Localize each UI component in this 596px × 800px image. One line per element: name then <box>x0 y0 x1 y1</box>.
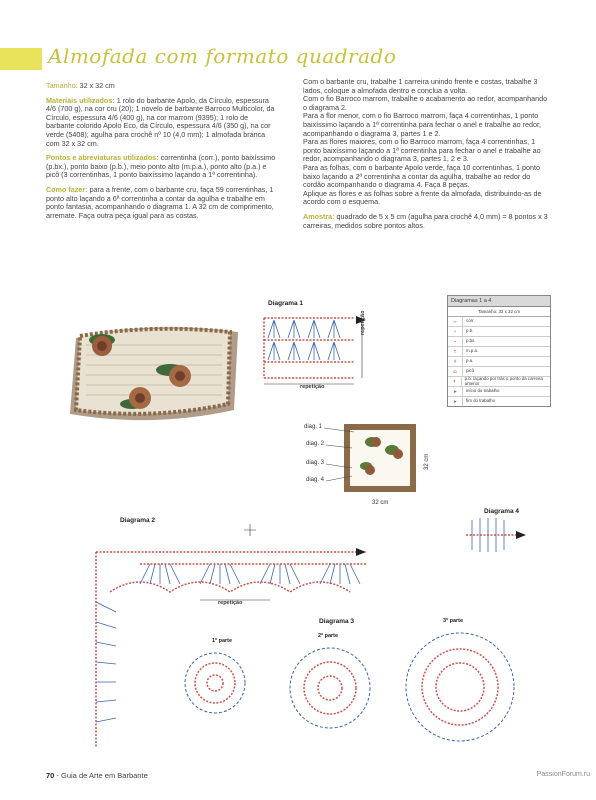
left-text-column <box>46 82 278 226</box>
finishing-text: Com o fio Barroco marrom, trabalhe o acabamento ao redor, acompanhando o diagrama 2. <box>303 94 548 112</box>
diagram3-part2-label: 2ª parte <box>318 633 339 639</box>
large-flower-text: Para as flores maiores, com o fio Barroco marrom, faça 4 correntinhas, 1 ponto baixíssimo laçando a 1ª correntinha para fechar o anel e trabalhe ao redor, acompanhando o diagrama 3, partes 1, 2 e 3. <box>303 137 541 164</box>
legend-symbol: ǂ <box>448 377 462 386</box>
howto-label: Como fazer: <box>46 184 88 194</box>
legend-symbol: ➤ <box>448 387 463 396</box>
legend-symbol: ǂ <box>448 357 463 366</box>
legend-row <box>448 347 550 357</box>
scheme-pointer-lines <box>296 420 356 486</box>
legend-symbol: • <box>448 337 463 346</box>
legend-symbol: T <box>448 347 463 356</box>
diagram2-repeat: repetição <box>218 600 243 606</box>
diagram3-title: Diagrama 3 <box>319 618 355 625</box>
diagram1-repeat-vertical: repetição <box>360 310 366 335</box>
legend-text: m.p.a. <box>466 348 479 354</box>
legend-text: p.b. <box>466 328 474 334</box>
stitches-label: Pontos e abreviaturas utilizados: <box>46 153 159 163</box>
right-text-column <box>303 78 553 236</box>
diagram3-part1-chart <box>180 648 250 718</box>
legend-text: p.b. laçando por trás o ponto da carreira anterior <box>464 375 543 386</box>
page-title: Almofada com formato quadrado <box>48 44 397 68</box>
legend-title: Diagramas 1 a 4 <box>448 296 550 307</box>
legend-row <box>448 397 550 406</box>
materials-label: Materiais utilizados: <box>46 95 115 105</box>
sample-paragraph <box>303 213 553 230</box>
legend-text: p.a. <box>466 358 474 364</box>
legend-text: fim do trabalho <box>466 398 496 404</box>
apply-text: Aplique as flores e as folhas sobre a frente da almofada, distribuindo-as de acordo com o esquema. <box>303 188 542 207</box>
diagram4-chart <box>460 514 530 556</box>
legend-row <box>448 377 550 387</box>
legend-rows <box>448 317 550 406</box>
pillow-photo <box>62 318 244 433</box>
stitches-text: correntinha (corr.), ponto baixíssimo (p.bx.), ponto baixo (p.b.), meio ponto alto (m.p.a.), ponto alto (p.a.) e picô (3 correntinhas, 1 ponto baixíssimo laçando a 1ª correntinha). <box>46 153 276 180</box>
page-number: 70 <box>46 771 55 780</box>
diagram1-repeat-horizontal: repetição <box>300 384 325 390</box>
legend-text: p.bx. <box>466 338 476 344</box>
legend-text: picô <box>466 368 475 374</box>
scheme-width-label: 32 cm <box>372 500 389 506</box>
legend-table <box>447 295 551 407</box>
leaves-text: Para as folhas, com o barbante Apolo verde, faça 10 correntinhas, 1 ponto baixo laçando a 2ª correntinha a contar da agulha, trabalhe ao redor do cordão acompanhando o diagrama 4. Faça 8 peças. <box>303 162 540 190</box>
legend-row <box>448 387 550 397</box>
legend-symbol: + <box>448 327 463 336</box>
scheme-diag2-label: diag. 2 <box>306 441 325 447</box>
legend-text: corr. <box>466 318 475 324</box>
diagram3-part3-label: 3ª parte <box>443 618 464 624</box>
legend-row <box>448 357 550 367</box>
legend-text: início do trabalho <box>466 388 500 394</box>
diagram3-part2-chart <box>285 643 375 733</box>
legend-symbol: ∞ <box>448 317 463 326</box>
howto-paragraph <box>46 186 278 220</box>
legend-row <box>448 337 550 347</box>
small-flower-text: Para a flor menor, com o fio Barroco marrom, faça 4 correntinhas, 1 ponto baixíssimo laçando a 1ª correntinha para fechar o anel e trabalhe ao redor, acompanhando o diagrama 3, partes 1 e 2. <box>303 111 541 138</box>
scheme-height-label: 32 cm <box>424 453 430 470</box>
diagram2-title: Diagrama 2 <box>120 517 156 524</box>
legend-symbol: ➤ <box>448 397 463 406</box>
scheme-diag1-label: diag. 1 <box>304 424 323 430</box>
publication-name: Guia de Arte em Barbante <box>61 771 148 780</box>
page-footer <box>46 771 148 780</box>
howto-text: para a frente, com o barbante cru, faça 59 correntinhas, 1 ponto alto laçando a 6ª correntinha a contar da agulha e trabalhe em ponto fantasia, acompanhando o diagrama 1. A 32 cm de comprimento, arremate. Faça outra peça igual para as costas. <box>46 184 274 220</box>
legend-size: Tamanho: 32 x 32 cm <box>448 307 550 317</box>
legend-symbol: ɷ <box>448 367 463 376</box>
footer-separator: - <box>54 771 62 780</box>
scheme-diag3-label: diag. 3 <box>306 460 325 466</box>
diagram1-chart <box>258 310 370 386</box>
assembly-text: Com o barbante cru, trabalhe 1 carreira unindo frente e costas, trabalhe 3 lados, coloque a almofada dentro e conclua a volta. <box>303 77 538 95</box>
sample-text: quadrado de 5 x 5 cm (agulha para crochê 4,0 mm) = 8 pontos x 3 carreiras, medidos sobre pontos altos. <box>303 211 548 230</box>
diagram3-part3-chart <box>400 628 520 746</box>
legend-row <box>448 327 550 337</box>
watermark: PassionForum.ru <box>536 771 590 778</box>
size-label: Tamanho: <box>46 81 78 90</box>
diagram1-title: Diagrama 1 <box>268 300 304 307</box>
materials-text: 1 rolo do barbante Apolo, da Círculo, espessura 4/6 (700 g), na cor cru (20); 1 novelo de barbante Barroco Multicolor, da Círculo, espessura 4/6 (400 g), na cor marrom (9395); 1 rolo de barbante colorido Apolo Eco, da Círculo, espessura 4/6 (350 g), na cor verde (5408); agulha para crochê nº 10 (4,0 mm); 1 almofada branca com 32 x 32 cm. <box>46 95 275 148</box>
title-accent-bar <box>0 48 42 70</box>
legend-row <box>448 317 550 327</box>
diagram3-part1-label: 1ª parte <box>212 638 233 644</box>
size-value: 32 x 32 cm <box>77 81 115 90</box>
size-paragraph <box>46 82 278 91</box>
sample-label: Amostra: <box>303 211 335 221</box>
diagram4-title: Diagrama 4 <box>484 508 520 515</box>
scheme-diag4-label: diag. 4 <box>306 477 325 483</box>
materials-paragraph <box>46 97 278 149</box>
stitches-paragraph <box>46 154 278 180</box>
